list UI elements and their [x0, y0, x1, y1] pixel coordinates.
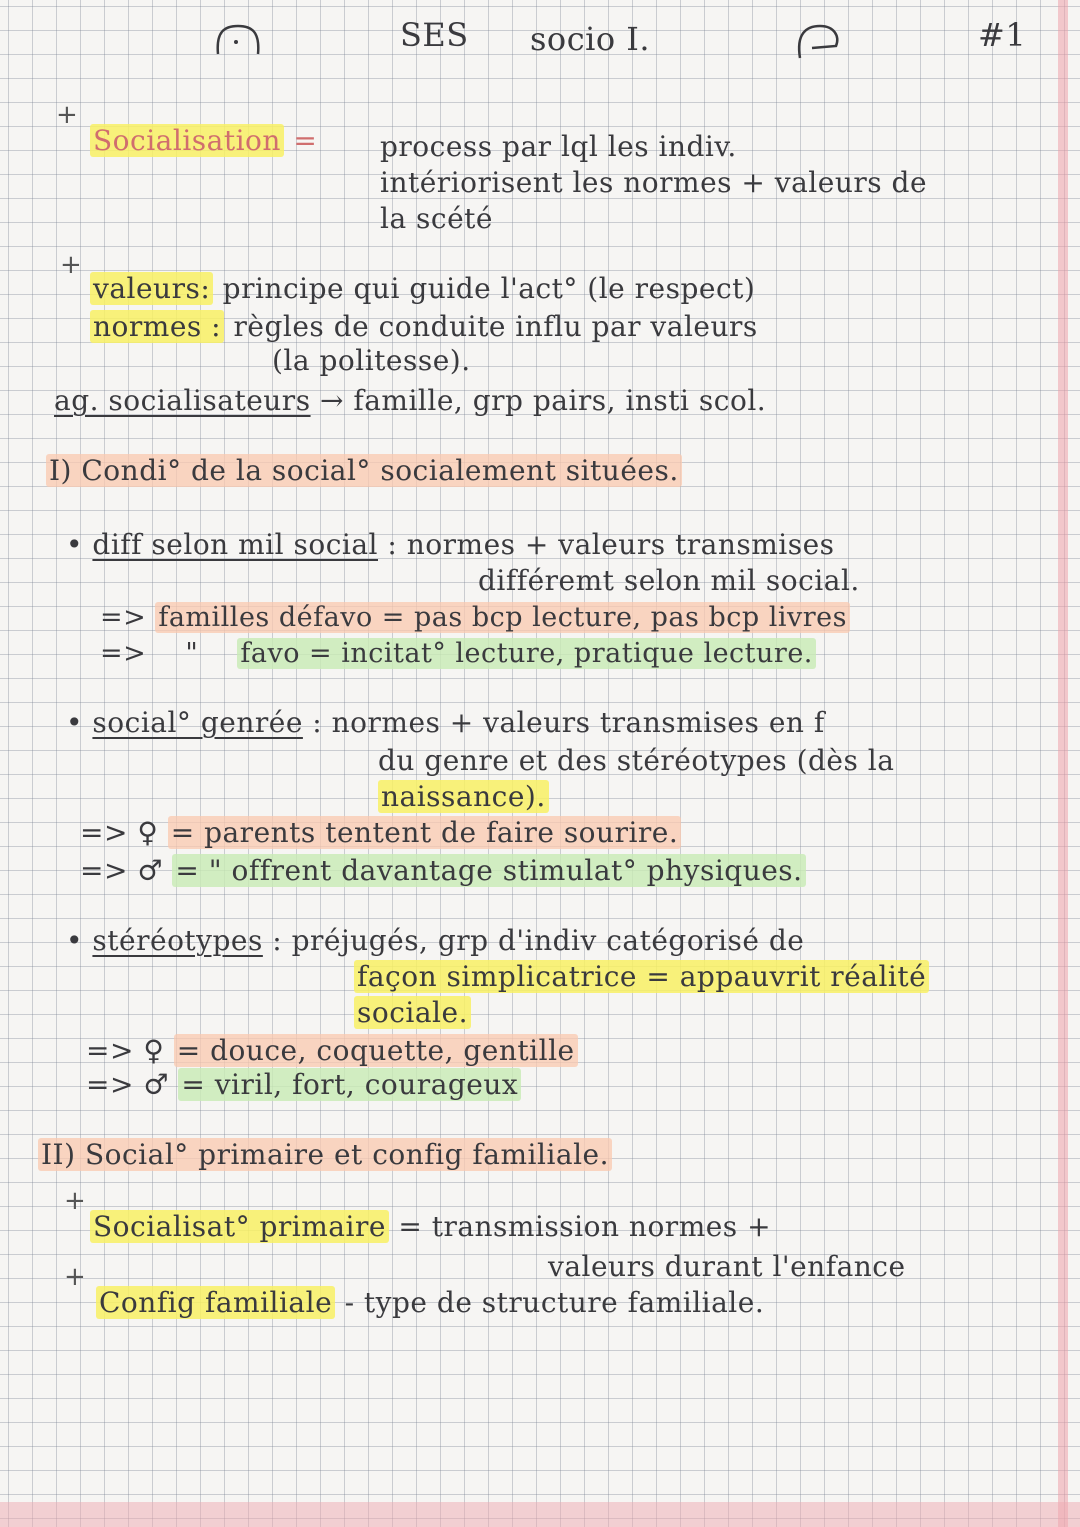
- ditto-mark: ": [185, 638, 199, 669]
- diff-milieu-example-2: [100, 638, 816, 669]
- arrow-icon: →: [319, 384, 344, 417]
- implies-arrow-icon: =>: [80, 854, 128, 887]
- right-margin-line: [1058, 0, 1068, 1527]
- socialisation-def-line2: intériorisent les normes + valeurs de: [380, 166, 928, 199]
- section-2-title: II) Social° primaire et config familiale.: [38, 1138, 612, 1171]
- normes-line: [90, 310, 758, 343]
- section-1-title: I) Condi° de la social° socialement situées.: [46, 454, 682, 487]
- social-genree-def2: du genre et des stéréotypes (dès la: [378, 744, 895, 777]
- genree-example-male: [80, 854, 806, 887]
- agents-list: famille, grp pairs, insti scol.: [353, 384, 767, 417]
- valeurs-term: valeurs:: [90, 272, 213, 305]
- genree-female-text: = parents tentent de faire sourire.: [168, 816, 682, 849]
- config-familiale-def: - type de structure familiale.: [344, 1286, 765, 1319]
- valeurs-line: [90, 272, 755, 305]
- agents-term: ag. socialisateurs: [54, 384, 311, 417]
- page-number: #1: [978, 16, 1027, 54]
- social-genree-def1: : normes + valeurs transmises en f: [312, 706, 825, 739]
- stereotypes-female-text: = douce, coquette, gentille: [174, 1034, 578, 1067]
- stereotypes-line: [66, 924, 804, 957]
- implies-arrow-icon: =>: [100, 602, 147, 633]
- diff-milieu-line: [66, 528, 835, 561]
- plus-marker: +: [64, 1262, 86, 1292]
- bullet-icon: •: [66, 924, 84, 957]
- example-defavo: familles défavo = pas bcp lecture, pas bcp livres: [155, 602, 850, 633]
- implies-arrow-icon: =>: [86, 1034, 134, 1067]
- config-familiale-line: [96, 1286, 764, 1319]
- socialisation-def-line3: la scété: [380, 202, 493, 235]
- social-genree-term: social° genrée: [92, 706, 303, 739]
- female-symbol-icon: ♀: [143, 1034, 165, 1067]
- plus-marker: +: [64, 1186, 86, 1216]
- example-favo: favo = incitat° lecture, pratique lecture.: [237, 638, 816, 669]
- stereotypes-term: stéréotypes: [92, 924, 263, 957]
- diff-milieu-term: diff selon mil social: [92, 528, 378, 561]
- plus-marker: +: [56, 100, 78, 130]
- socialisation-primaire-def1: = transmission normes +: [398, 1210, 772, 1243]
- agents-line: [54, 384, 766, 417]
- section-1-heading: [46, 454, 682, 487]
- config-familiale-term: Config familiale: [96, 1286, 335, 1319]
- page-title-right: socio I.: [530, 20, 651, 58]
- implies-arrow-icon: =>: [86, 1068, 134, 1101]
- social-genree-line: [66, 706, 825, 739]
- socialisation-primaire-def-line2: valeurs durant l'enfance: [548, 1250, 906, 1283]
- socialisation-def-line1: process par lql les indiv.: [380, 130, 737, 163]
- bottom-margin-band: [0, 1502, 1080, 1527]
- stereotypes-def-line3: [354, 996, 471, 1029]
- rounded-square-doodle-icon: [792, 22, 844, 62]
- diff-milieu-def1: : normes + valeurs transmises: [387, 528, 835, 561]
- rounded-square-doodle-icon: [212, 22, 264, 58]
- equals-sign: =: [293, 124, 318, 157]
- stereotypes-male-text: = viril, fort, courageux: [178, 1068, 521, 1101]
- bullet-icon: •: [66, 706, 84, 739]
- implies-arrow-icon: =>: [100, 638, 147, 669]
- bullet-icon: •: [66, 528, 84, 561]
- stereotypes-def1: : préjugés, grp d'indiv catégorisé de: [272, 924, 805, 957]
- social-genree-def-line2: [378, 744, 894, 777]
- valeurs-def: principe qui guide l'act° (le respect): [222, 272, 756, 305]
- normes-def: règles de conduite influ par valeurs: [233, 310, 758, 343]
- section-2-heading: [38, 1138, 612, 1171]
- normes-def-line2: (la politesse).: [272, 344, 471, 377]
- stereotypes-def-line2: [354, 960, 929, 993]
- socialisation-term: Socialisation: [90, 124, 284, 157]
- genree-male-text: = " offrent davantage stimulat° physiques.: [172, 854, 805, 887]
- stereotypes-example-male: [86, 1068, 521, 1101]
- plus-marker: +: [60, 250, 82, 280]
- normes-term: normes :: [90, 310, 224, 343]
- female-symbol-icon: ♀: [137, 816, 159, 849]
- stereotypes-example-female: [86, 1034, 578, 1067]
- socialisation-primaire-line: [90, 1210, 771, 1243]
- male-symbol-icon: ♂: [143, 1068, 169, 1101]
- social-genree-def-line3: [378, 780, 549, 813]
- male-symbol-icon: ♂: [137, 854, 163, 887]
- stereotypes-def2: façon simplicatrice = appauvrit réalité: [354, 960, 929, 993]
- page-title-left: SES: [400, 16, 469, 54]
- term-socialisation: [90, 124, 317, 157]
- diff-milieu-def-line2: différemt selon mil social.: [478, 564, 860, 597]
- social-genree-def3: naissance).: [378, 780, 549, 813]
- diff-milieu-example-1: [100, 602, 850, 633]
- genree-example-female: [80, 816, 681, 849]
- socialisation-primaire-term: Socialisat° primaire: [90, 1210, 389, 1243]
- stereotypes-def3: sociale.: [354, 996, 471, 1029]
- implies-arrow-icon: =>: [80, 816, 128, 849]
